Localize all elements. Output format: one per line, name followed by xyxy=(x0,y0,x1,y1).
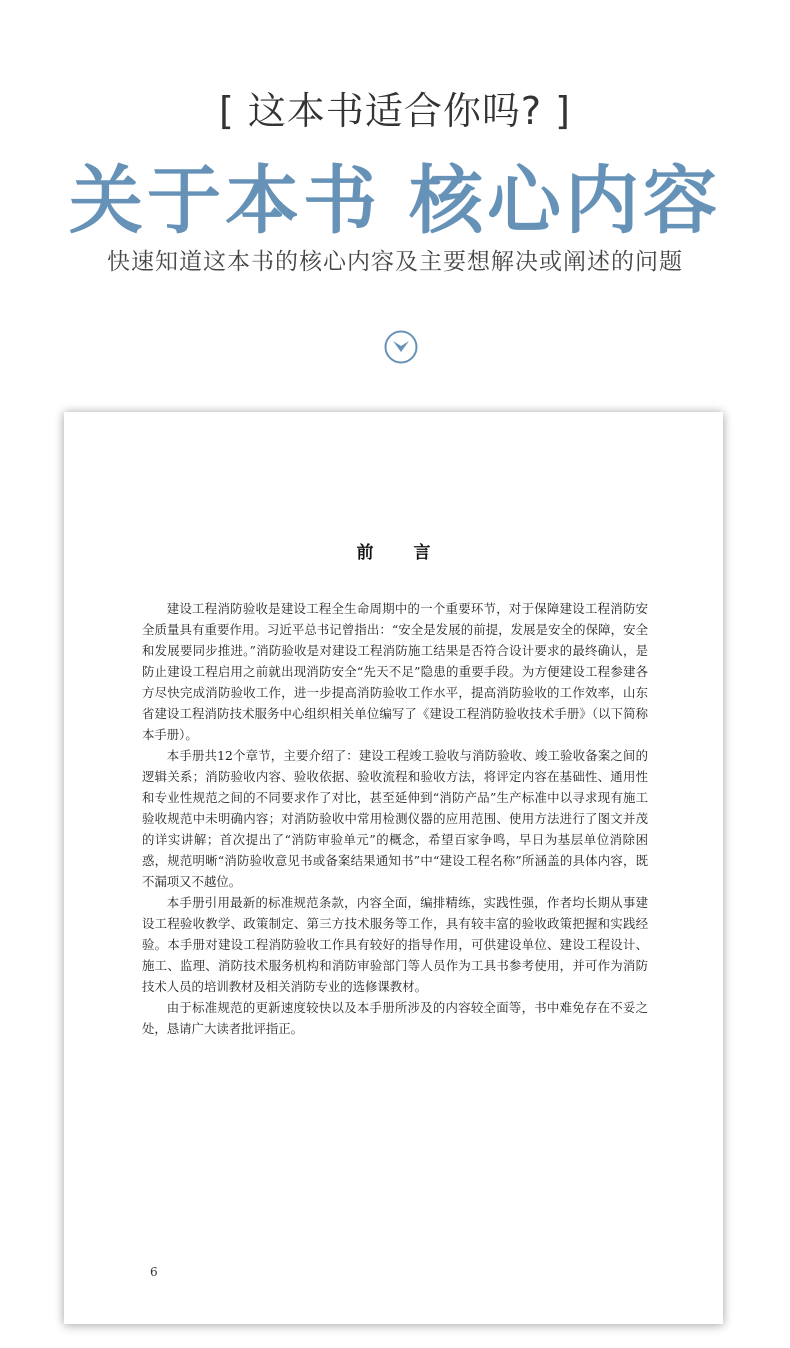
document-title-char2: 言 xyxy=(413,543,431,563)
document-title-char1: 前 xyxy=(356,543,374,563)
page-number: 6 xyxy=(150,1265,158,1279)
paragraph: 建设工程消防验收是建设工程全生命周期中的一个重要环节，对于保障建设工程消防安全质量具有重要作用。习近平总书记曾指出：“安全是发展的前提，发展是安全的保障，安全和发展要同步推进。”消防验收是对建设工程消防施工结果是否符合设计要求的最终确认，是防止建设工程启用之前就出现消防安全“先天不足”隐患的重要手段。为方便建设工程参建各方尽快完成消防验收工作，进一步提高消防验收工作水平，提高消防验收的工作效率，山东省建设工程消防技术服务中心组织相关单位编写了《建设工程消防验收技术手册》（以下简称本手册）。 xyxy=(142,601,648,742)
section-question: [ 这本书适合你吗? ] xyxy=(219,89,571,133)
chevron-down-circle-icon xyxy=(384,330,418,364)
paragraph: 由于标准规范的更新速度较快以及本手册所涉及的内容较全面等，书中难免存在不妥之处，恳请广大读者批评指正。 xyxy=(142,1000,648,1036)
section-title-part1: 关于本书 xyxy=(69,158,381,244)
paragraph: 本手册引用最新的标准规范条款，内容全面，编排精练，实践性强，作者均长期从事建设工程验收教学、政策制定、第三方技术服务等工作，具有较丰富的验收政策把握和实践经验。本手册对建设工程消防验收工作具有较好的指导作用，可供建设单位、建设工程设计、施工、监理、消防技术服务机构和消防审验部门等人员作为工具书参考使用，并可作为消防技术人员的培训教材及相关消防专业的选修课教材。 xyxy=(142,895,648,994)
document-body xyxy=(142,598,648,1039)
document-page xyxy=(64,412,723,1324)
section-title xyxy=(0,142,790,248)
document-title xyxy=(64,538,723,563)
paragraph: 本手册共12个章节，主要介绍了：建设工程竣工验收与消防验收、竣工验收备案之间的逻辑关系；消防验收内容、验收依据、验收流程和验收方法，将评定内容在基础性、通用性和专业性规范之间的不同要求作了对比，甚至延伸到“消防产品”生产标准中以寻求现有施工验收规范中未明确内容；对消防验收中常用检测仪器的应用范围、使用方法进行了图文并茂的详实讲解；首次提出了“消防审验单元”的概念，希望百家争鸣，早日为基层单位消除困惑，规范明晰“消防验收意见书或备案结果通知书”中“建设工程名称”所涵盖的具体内容，既不漏项又不越位。 xyxy=(142,748,648,889)
section-title-part2: 核心内容 xyxy=(409,158,721,244)
section-description: 快速知道这本书的核心内容及主要想解决或阐述的问题 xyxy=(107,249,683,275)
